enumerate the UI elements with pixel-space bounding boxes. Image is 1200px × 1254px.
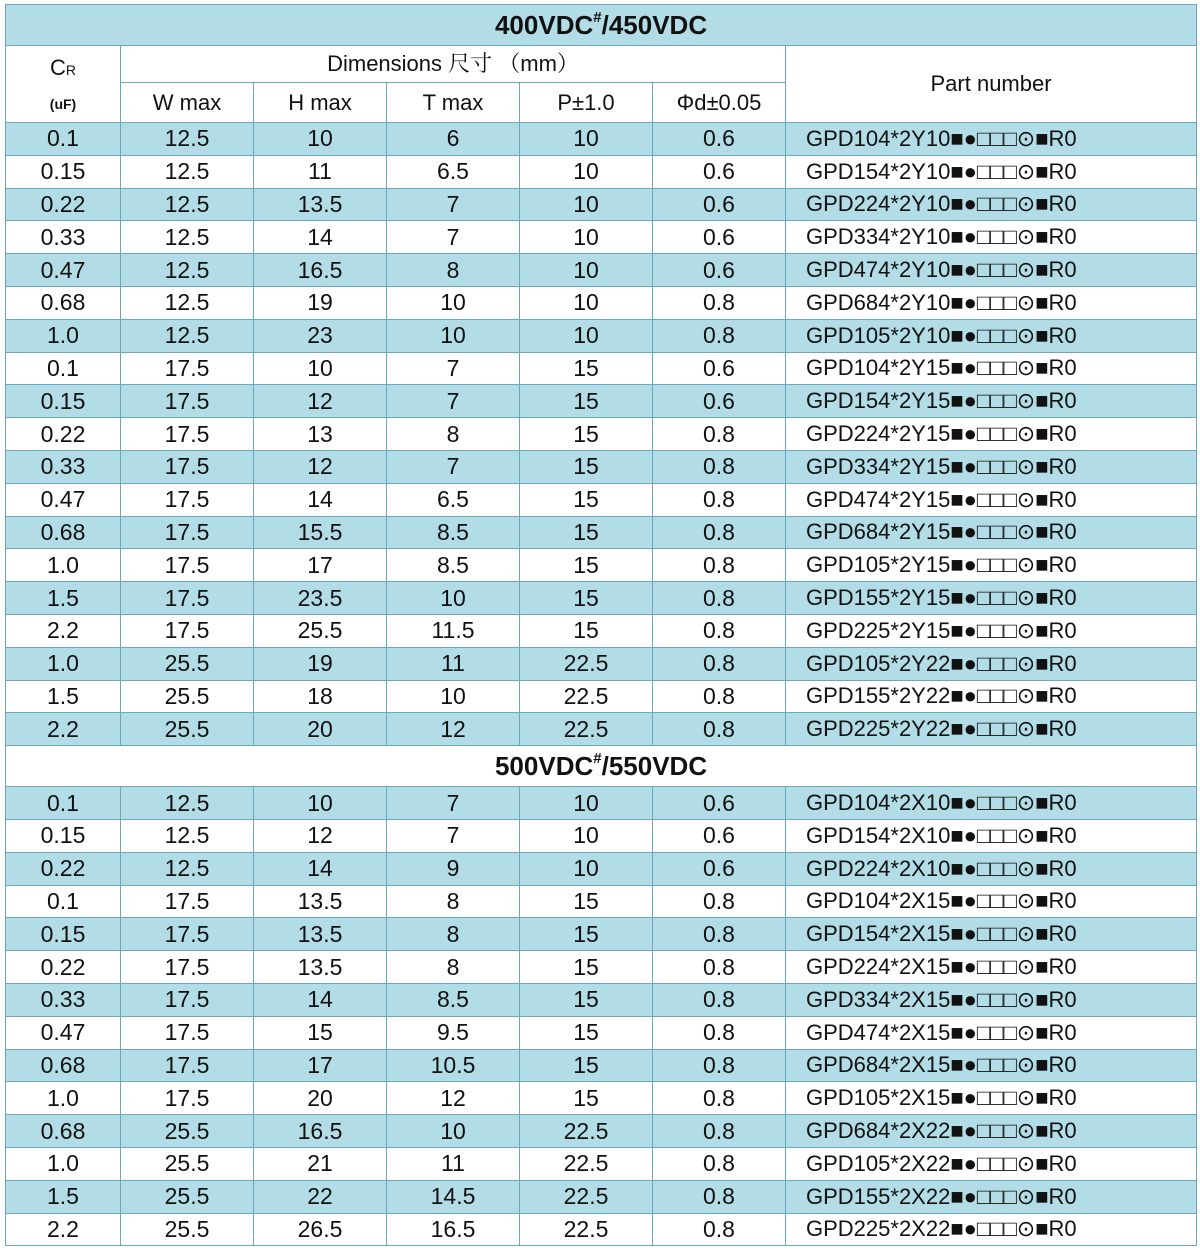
lead-diameter-cell: 0.8	[653, 885, 786, 918]
t-max-cell: 10	[387, 286, 520, 319]
part-number-cell: GPD155*2X22■●□□□⊙■R0	[786, 1180, 1197, 1213]
section-mark: #	[593, 750, 602, 768]
t-max-cell: 10.5	[387, 1049, 520, 1082]
t-max-cell: 12	[387, 713, 520, 746]
table-row	[6, 582, 1197, 615]
section-voltage: 500VDC	[494, 751, 594, 782]
h-max-cell: 14	[254, 483, 387, 516]
t-max-cell: 7	[387, 385, 520, 418]
t-max-header: T max	[387, 83, 520, 123]
pitch-cell: 15	[520, 483, 653, 516]
t-max-cell: 7	[387, 787, 520, 820]
table-row	[6, 1016, 1197, 1049]
t-max-cell: 12	[387, 1082, 520, 1115]
pitch-cell: 22.5	[520, 1115, 653, 1148]
pitch-cell: 10	[520, 188, 653, 221]
lead-diameter-cell: 0.8	[653, 1180, 786, 1213]
table-row	[6, 549, 1197, 582]
table-row	[6, 951, 1197, 984]
capacitance-cell: 0.1	[6, 787, 121, 820]
cr-unit: (uF)	[49, 96, 77, 112]
w-max-cell: 17.5	[121, 1016, 254, 1049]
cr-header	[6, 46, 121, 123]
capacitance-cell: 0.68	[6, 1049, 121, 1082]
section-header-400vdc	[6, 5, 1197, 46]
h-max-cell: 19	[254, 647, 387, 680]
capacitance-cell: 2.2	[6, 1213, 121, 1246]
lead-diameter-cell: 0.8	[653, 1016, 786, 1049]
part-number-cell: GPD224*2X15■●□□□⊙■R0	[786, 951, 1197, 984]
lead-diameter-cell: 0.8	[653, 319, 786, 352]
h-max-cell: 10	[254, 787, 387, 820]
t-max-cell: 10	[387, 1115, 520, 1148]
pitch-header: P±1.0	[520, 83, 653, 123]
pitch-cell: 15	[520, 885, 653, 918]
table-row	[6, 852, 1197, 885]
section-voltage: 400VDC	[494, 10, 594, 40]
lead-diameter-cell: 0.6	[653, 819, 786, 852]
t-max-cell: 11	[387, 647, 520, 680]
capacitance-cell: 0.68	[6, 516, 121, 549]
part-number-cell: GPD224*2Y10■●□□□⊙■R0	[786, 188, 1197, 221]
table-row	[6, 319, 1197, 352]
h-max-cell: 23	[254, 319, 387, 352]
t-max-cell: 8.5	[387, 983, 520, 1016]
h-max-cell: 13	[254, 418, 387, 451]
w-max-cell: 12.5	[121, 221, 254, 254]
pitch-cell: 22.5	[520, 1180, 653, 1213]
lead-diameter-cell: 0.6	[653, 188, 786, 221]
part-number-cell: GPD225*2Y22■●□□□⊙■R0	[786, 713, 1197, 746]
section-mark: #	[593, 9, 602, 26]
h-max-cell: 12	[254, 819, 387, 852]
t-max-cell: 6.5	[387, 483, 520, 516]
pitch-cell: 15	[520, 385, 653, 418]
table-row	[6, 1115, 1197, 1148]
t-max-cell: 14.5	[387, 1180, 520, 1213]
w-max-cell: 12.5	[121, 155, 254, 188]
lead-diameter-cell: 0.8	[653, 680, 786, 713]
part-number-cell: GPD154*2X10■●□□□⊙■R0	[786, 819, 1197, 852]
lead-diameter-cell: 0.8	[653, 713, 786, 746]
w-max-cell: 25.5	[121, 1147, 254, 1180]
h-max-cell: 13.5	[254, 918, 387, 951]
t-max-cell: 8	[387, 885, 520, 918]
w-max-cell: 25.5	[121, 680, 254, 713]
lead-diameter-cell: 0.6	[653, 221, 786, 254]
part-number-cell: GPD154*2X15■●□□□⊙■R0	[786, 918, 1197, 951]
capacitance-cell: 0.68	[6, 1115, 121, 1148]
h-max-cell: 11	[254, 155, 387, 188]
pitch-cell: 10	[520, 155, 653, 188]
h-max-cell: 21	[254, 1147, 387, 1180]
capacitance-cell: 0.33	[6, 221, 121, 254]
w-max-cell: 25.5	[121, 713, 254, 746]
capacitance-cell: 0.15	[6, 819, 121, 852]
w-max-cell: 17.5	[121, 983, 254, 1016]
pitch-cell: 15	[520, 1049, 653, 1082]
w-max-cell: 17.5	[121, 951, 254, 984]
h-max-cell: 17	[254, 1049, 387, 1082]
h-max-cell: 26.5	[254, 1213, 387, 1246]
table-row	[6, 188, 1197, 221]
table-row	[6, 516, 1197, 549]
part-number-cell: GPD154*2Y15■●□□□⊙■R0	[786, 385, 1197, 418]
t-max-cell: 8	[387, 418, 520, 451]
part-number-cell: GPD684*2X15■●□□□⊙■R0	[786, 1049, 1197, 1082]
lead-diameter-cell: 0.8	[653, 951, 786, 984]
t-max-cell: 7	[387, 188, 520, 221]
table-row	[6, 123, 1197, 156]
lead-diameter-cell: 0.6	[653, 352, 786, 385]
capacitance-cell: 0.22	[6, 418, 121, 451]
section-header-500vdc	[6, 746, 1197, 787]
part-number-cell: GPD684*2Y15■●□□□⊙■R0	[786, 516, 1197, 549]
cr-label: C	[49, 55, 66, 80]
pitch-cell: 15	[520, 918, 653, 951]
table-row	[6, 1180, 1197, 1213]
pitch-cell: 15	[520, 951, 653, 984]
h-max-cell: 25.5	[254, 614, 387, 647]
part-number-cell: GPD105*2X15■●□□□⊙■R0	[786, 1082, 1197, 1115]
dimensions-header: Dimensions 尺寸 （mm）	[121, 46, 786, 83]
w-max-cell: 17.5	[121, 885, 254, 918]
w-max-cell: 17.5	[121, 1049, 254, 1082]
capacitance-cell: 0.47	[6, 483, 121, 516]
table-row	[6, 221, 1197, 254]
capacitance-cell: 1.5	[6, 1180, 121, 1213]
section-title	[6, 746, 1197, 787]
pitch-cell: 10	[520, 819, 653, 852]
capacitance-cell: 0.15	[6, 155, 121, 188]
w-max-cell: 17.5	[121, 918, 254, 951]
t-max-cell: 10	[387, 319, 520, 352]
section-suffix: /550VDC	[601, 751, 708, 782]
lead-diameter-cell: 0.6	[653, 385, 786, 418]
lead-diameter-cell: 0.8	[653, 286, 786, 319]
w-max-cell: 17.5	[121, 516, 254, 549]
table-row	[6, 352, 1197, 385]
lead-diameter-cell: 0.8	[653, 1147, 786, 1180]
w-max-cell: 12.5	[121, 286, 254, 319]
part-number-cell: GPD104*2Y15■●□□□⊙■R0	[786, 352, 1197, 385]
table-row	[6, 713, 1197, 746]
part-number-cell: GPD104*2X15■●□□□⊙■R0	[786, 885, 1197, 918]
table-row	[6, 483, 1197, 516]
pitch-cell: 22.5	[520, 713, 653, 746]
table-row	[6, 983, 1197, 1016]
pitch-cell: 22.5	[520, 680, 653, 713]
section-suffix: /450VDC	[601, 10, 708, 40]
table-row	[6, 787, 1197, 820]
h-max-cell: 13.5	[254, 885, 387, 918]
w-max-header: W max	[121, 83, 254, 123]
table-row	[6, 385, 1197, 418]
h-max-cell: 16.5	[254, 1115, 387, 1148]
t-max-cell: 8	[387, 951, 520, 984]
t-max-cell: 6.5	[387, 155, 520, 188]
t-max-cell: 9.5	[387, 1016, 520, 1049]
h-max-cell: 17	[254, 549, 387, 582]
table-row	[6, 647, 1197, 680]
h-max-cell: 22	[254, 1180, 387, 1213]
t-max-cell: 9	[387, 852, 520, 885]
lead-diameter-cell: 0.6	[653, 254, 786, 287]
h-max-cell: 14	[254, 852, 387, 885]
part-number-cell: GPD684*2X22■●□□□⊙■R0	[786, 1115, 1197, 1148]
capacitance-cell: 0.47	[6, 254, 121, 287]
part-number-cell: GPD105*2Y10■●□□□⊙■R0	[786, 319, 1197, 352]
w-max-cell: 25.5	[121, 647, 254, 680]
part-number-cell: GPD105*2Y22■●□□□⊙■R0	[786, 647, 1197, 680]
table-row	[6, 819, 1197, 852]
lead-diameter-cell: 0.8	[653, 516, 786, 549]
h-max-cell: 16.5	[254, 254, 387, 287]
lead-diameter-cell: 0.8	[653, 983, 786, 1016]
h-max-cell: 19	[254, 286, 387, 319]
capacitance-cell: 0.1	[6, 885, 121, 918]
header-row-1	[6, 46, 1197, 83]
lead-diameter-cell: 0.8	[653, 918, 786, 951]
capacitor-spec-table	[5, 4, 1197, 1246]
t-max-cell: 10	[387, 680, 520, 713]
t-max-cell: 11.5	[387, 614, 520, 647]
part-number-cell: GPD334*2Y10■●□□□⊙■R0	[786, 221, 1197, 254]
capacitance-cell: 1.0	[6, 647, 121, 680]
h-max-cell: 10	[254, 123, 387, 156]
table-row	[6, 1147, 1197, 1180]
pitch-cell: 15	[520, 1016, 653, 1049]
lead-diameter-cell: 0.6	[653, 155, 786, 188]
t-max-cell: 7	[387, 819, 520, 852]
part-number-cell: GPD155*2Y15■●□□□⊙■R0	[786, 582, 1197, 615]
table-row	[6, 918, 1197, 951]
t-max-cell: 8	[387, 254, 520, 287]
h-max-cell: 20	[254, 1082, 387, 1115]
w-max-cell: 12.5	[121, 852, 254, 885]
w-max-cell: 25.5	[121, 1180, 254, 1213]
t-max-cell: 7	[387, 450, 520, 483]
part-number-header: Part number	[786, 46, 1197, 123]
w-max-cell: 17.5	[121, 582, 254, 615]
w-max-cell: 25.5	[121, 1115, 254, 1148]
capacitance-cell: 1.0	[6, 1082, 121, 1115]
w-max-cell: 12.5	[121, 819, 254, 852]
lead-diameter-header: Φd±0.05	[653, 83, 786, 123]
pitch-cell: 10	[520, 319, 653, 352]
capacitance-cell: 0.33	[6, 983, 121, 1016]
pitch-cell: 10	[520, 286, 653, 319]
pitch-cell: 15	[520, 418, 653, 451]
pitch-cell: 15	[520, 549, 653, 582]
capacitance-cell: 0.22	[6, 852, 121, 885]
lead-diameter-cell: 0.6	[653, 123, 786, 156]
part-number-cell: GPD224*2X10■●□□□⊙■R0	[786, 852, 1197, 885]
w-max-cell: 12.5	[121, 188, 254, 221]
part-number-cell: GPD474*2Y15■●□□□⊙■R0	[786, 483, 1197, 516]
w-max-cell: 17.5	[121, 614, 254, 647]
h-max-cell: 15.5	[254, 516, 387, 549]
part-number-cell: GPD474*2Y10■●□□□⊙■R0	[786, 254, 1197, 287]
table-row	[6, 1213, 1197, 1246]
w-max-cell: 17.5	[121, 450, 254, 483]
part-number-cell: GPD225*2X22■●□□□⊙■R0	[786, 1213, 1197, 1246]
lead-diameter-cell: 0.8	[653, 483, 786, 516]
capacitance-cell: 1.0	[6, 1147, 121, 1180]
pitch-cell: 15	[520, 450, 653, 483]
lead-diameter-cell: 0.8	[653, 582, 786, 615]
lead-diameter-cell: 0.8	[653, 647, 786, 680]
t-max-cell: 7	[387, 221, 520, 254]
h-max-cell: 14	[254, 221, 387, 254]
pitch-cell: 10	[520, 123, 653, 156]
table-row	[6, 450, 1197, 483]
capacitance-cell: 0.22	[6, 188, 121, 221]
part-number-cell: GPD224*2Y15■●□□□⊙■R0	[786, 418, 1197, 451]
t-max-cell: 11	[387, 1147, 520, 1180]
t-max-cell: 7	[387, 352, 520, 385]
lead-diameter-cell: 0.8	[653, 450, 786, 483]
w-max-cell: 17.5	[121, 418, 254, 451]
capacitance-cell: 0.15	[6, 385, 121, 418]
capacitance-cell: 2.2	[6, 713, 121, 746]
cr-subscript: R	[65, 62, 76, 78]
pitch-cell: 22.5	[520, 647, 653, 680]
pitch-cell: 15	[520, 614, 653, 647]
part-number-cell: GPD105*2X22■●□□□⊙■R0	[786, 1147, 1197, 1180]
pitch-cell: 15	[520, 983, 653, 1016]
pitch-cell: 10	[520, 254, 653, 287]
w-max-cell: 12.5	[121, 319, 254, 352]
part-number-cell: GPD225*2Y15■●□□□⊙■R0	[786, 614, 1197, 647]
table-row	[6, 614, 1197, 647]
h-max-cell: 12	[254, 450, 387, 483]
table-row	[6, 254, 1197, 287]
capacitance-cell: 1.0	[6, 319, 121, 352]
h-max-cell: 14	[254, 983, 387, 1016]
part-number-cell: GPD104*2X10■●□□□⊙■R0	[786, 787, 1197, 820]
h-max-cell: 20	[254, 713, 387, 746]
capacitance-cell: 0.33	[6, 450, 121, 483]
capacitance-cell: 1.0	[6, 549, 121, 582]
lead-diameter-cell: 0.8	[653, 418, 786, 451]
part-number-cell: GPD474*2X15■●□□□⊙■R0	[786, 1016, 1197, 1049]
h-max-cell: 13.5	[254, 951, 387, 984]
lead-diameter-cell: 0.6	[653, 852, 786, 885]
capacitance-cell: 1.5	[6, 582, 121, 615]
w-max-cell: 25.5	[121, 1213, 254, 1246]
pitch-cell: 15	[520, 516, 653, 549]
w-max-cell: 12.5	[121, 787, 254, 820]
table-row	[6, 418, 1197, 451]
t-max-cell: 6	[387, 123, 520, 156]
lead-diameter-cell: 0.8	[653, 1082, 786, 1115]
part-number-cell: GPD104*2Y10■●□□□⊙■R0	[786, 123, 1197, 156]
t-max-cell: 10	[387, 582, 520, 615]
table-row	[6, 155, 1197, 188]
lead-diameter-cell: 0.8	[653, 549, 786, 582]
capacitance-cell: 0.68	[6, 286, 121, 319]
pitch-cell: 10	[520, 852, 653, 885]
lead-diameter-cell: 0.8	[653, 1049, 786, 1082]
capacitance-cell: 0.15	[6, 918, 121, 951]
part-number-cell: GPD154*2Y10■●□□□⊙■R0	[786, 155, 1197, 188]
h-max-cell: 18	[254, 680, 387, 713]
w-max-cell: 17.5	[121, 549, 254, 582]
capacitance-cell: 2.2	[6, 614, 121, 647]
table-row	[6, 680, 1197, 713]
part-number-cell: GPD334*2Y15■●□□□⊙■R0	[786, 450, 1197, 483]
w-max-cell: 17.5	[121, 483, 254, 516]
pitch-cell: 10	[520, 787, 653, 820]
part-number-cell: GPD684*2Y10■●□□□⊙■R0	[786, 286, 1197, 319]
h-max-cell: 15	[254, 1016, 387, 1049]
t-max-cell: 8.5	[387, 549, 520, 582]
part-number-cell: GPD155*2Y22■●□□□⊙■R0	[786, 680, 1197, 713]
pitch-cell: 15	[520, 1082, 653, 1115]
w-max-cell: 17.5	[121, 352, 254, 385]
capacitance-cell: 1.5	[6, 680, 121, 713]
pitch-cell: 22.5	[520, 1147, 653, 1180]
capacitance-cell: 0.1	[6, 352, 121, 385]
capacitance-cell: 0.22	[6, 951, 121, 984]
lead-diameter-cell: 0.8	[653, 1213, 786, 1246]
table-row	[6, 1049, 1197, 1082]
w-max-cell: 12.5	[121, 254, 254, 287]
capacitance-cell: 0.47	[6, 1016, 121, 1049]
capacitance-cell: 0.1	[6, 123, 121, 156]
t-max-cell: 8.5	[387, 516, 520, 549]
h-max-cell: 12	[254, 385, 387, 418]
table-row	[6, 286, 1197, 319]
pitch-cell: 15	[520, 352, 653, 385]
table-row	[6, 885, 1197, 918]
h-max-cell: 10	[254, 352, 387, 385]
lead-diameter-cell: 0.6	[653, 787, 786, 820]
lead-diameter-cell: 0.8	[653, 614, 786, 647]
part-number-cell: GPD334*2X15■●□□□⊙■R0	[786, 983, 1197, 1016]
part-number-cell: GPD105*2Y15■●□□□⊙■R0	[786, 549, 1197, 582]
w-max-cell: 12.5	[121, 123, 254, 156]
t-max-cell: 8	[387, 918, 520, 951]
table-row	[6, 1082, 1197, 1115]
w-max-cell: 17.5	[121, 385, 254, 418]
pitch-cell: 10	[520, 221, 653, 254]
h-max-cell: 23.5	[254, 582, 387, 615]
t-max-cell: 16.5	[387, 1213, 520, 1246]
lead-diameter-cell: 0.8	[653, 1115, 786, 1148]
pitch-cell: 15	[520, 582, 653, 615]
section-title	[6, 5, 1197, 46]
h-max-cell: 13.5	[254, 188, 387, 221]
h-max-header: H max	[254, 83, 387, 123]
pitch-cell: 22.5	[520, 1213, 653, 1246]
w-max-cell: 17.5	[121, 1082, 254, 1115]
